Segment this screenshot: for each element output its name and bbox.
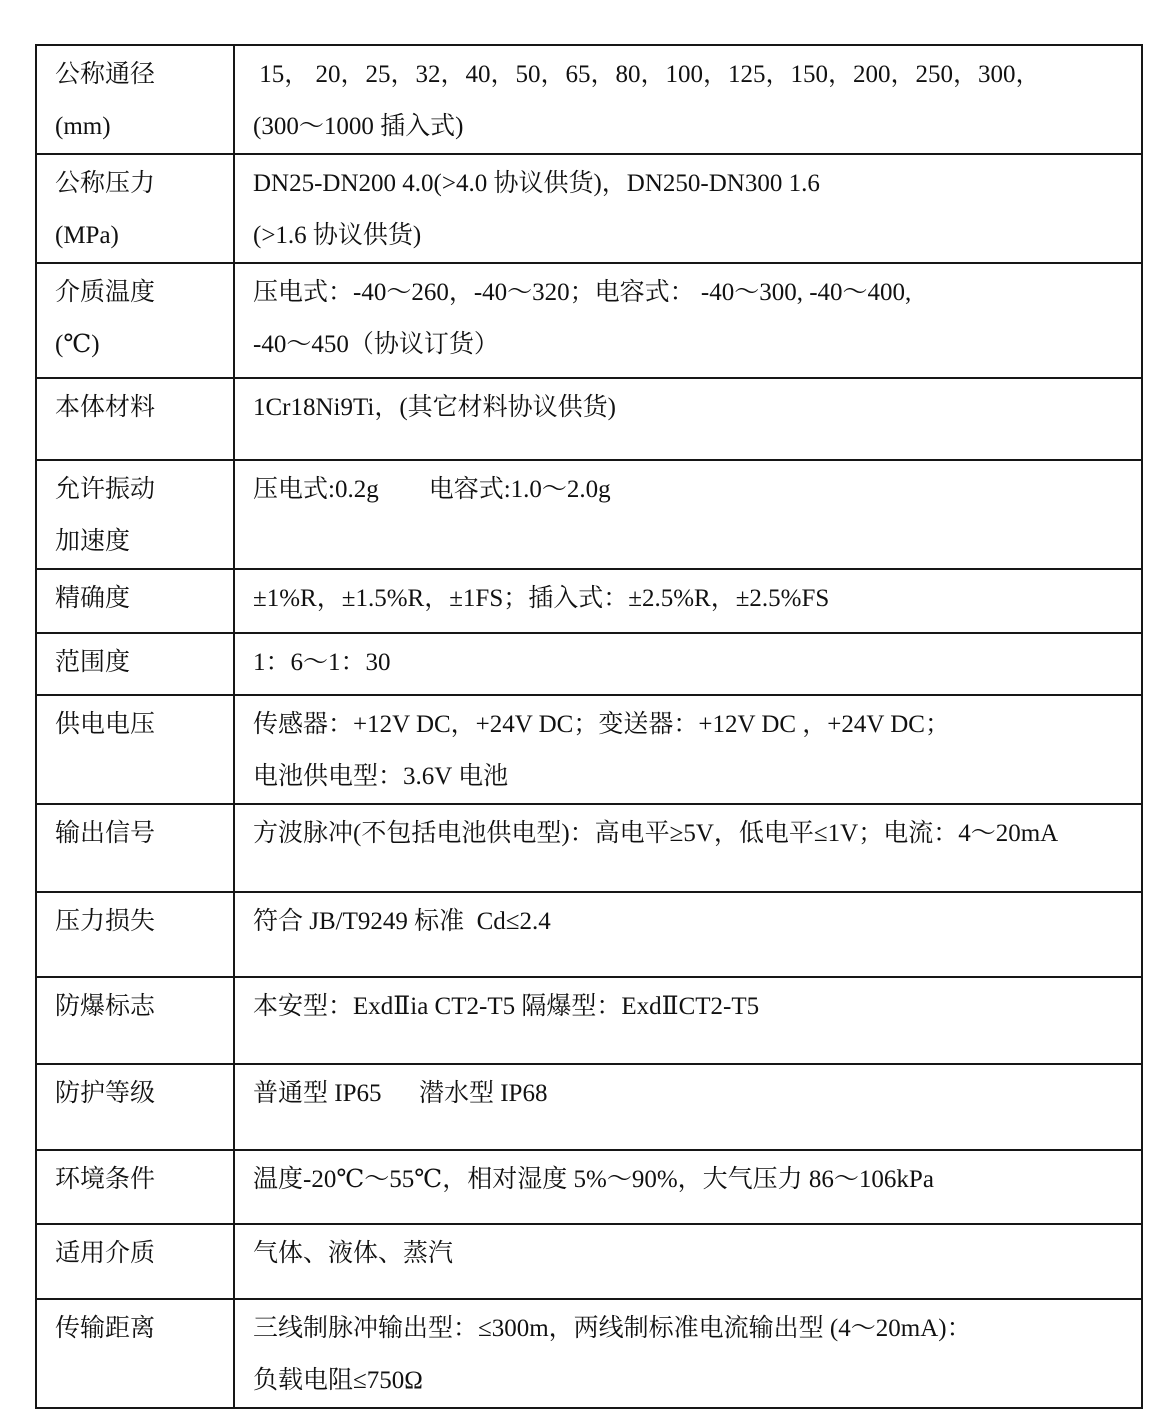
spec-label-line: 压力损失 <box>55 908 156 935</box>
table-row <box>36 45 1142 154</box>
spec-value-line: 1：6～1：30 <box>253 649 391 676</box>
spec-value-cell <box>234 378 1142 460</box>
spec-value-cell <box>234 1299 1142 1408</box>
spec-label-line: 精确度 <box>55 585 131 612</box>
spec-value-line: 符合 JB/T9249 标准 Cd≤2.4 <box>253 908 551 935</box>
spec-label-line: 加速度 <box>55 528 131 555</box>
spec-label-line: 防爆标志 <box>55 993 156 1020</box>
table-row <box>36 1064 1142 1150</box>
spec-label-line: (℃) <box>55 331 100 358</box>
spec-label-line: (MPa) <box>55 222 119 249</box>
spec-label-line: 允许振动 <box>55 476 156 503</box>
table-row <box>36 378 1142 460</box>
spec-value-cell <box>234 633 1142 695</box>
spec-value-line: 本安型：ExdⅡia CT2-T5 隔爆型：ExdⅡCT2-T5 <box>253 993 760 1020</box>
spec-value-line: 15， 20，25，32，40，50，65，80，100，125，150，200，250，300， <box>253 61 1041 88</box>
table-row <box>36 804 1142 892</box>
spec-label-line: 供电电压 <box>55 711 156 738</box>
spec-label-line: 介质温度 <box>55 279 156 306</box>
spec-label-cell <box>36 1224 234 1299</box>
table-row <box>36 1224 1142 1299</box>
spec-label-cell <box>36 1150 234 1224</box>
spec-value-line: 电池供电型：3.6V 电池 <box>253 763 509 790</box>
spec-label-line: 输出信号 <box>55 820 156 847</box>
spec-label-line: 传输距离 <box>55 1315 156 1342</box>
spec-value-line: 负载电阻≤750Ω <box>253 1367 423 1394</box>
spec-value-line: 气体、液体、蒸汽 <box>253 1240 454 1267</box>
table-row <box>36 1299 1142 1408</box>
spec-value-line: ±1%R，±1.5%R，±1FS；插入式：±2.5%R，±2.5%FS <box>253 585 830 612</box>
table-row <box>36 154 1142 263</box>
spec-label-line: 适用介质 <box>55 1240 156 1267</box>
spec-label-cell <box>36 569 234 633</box>
spec-value-cell <box>234 977 1142 1064</box>
spec-value-cell <box>234 1150 1142 1224</box>
spec-label-cell <box>36 804 234 892</box>
spec-label-line: 公称通径 <box>55 61 156 88</box>
spec-value-line: 三线制脉冲输出型：≤300m，两线制标准电流输出型 (4～20mA)： <box>253 1315 972 1342</box>
spec-value-line: (>1.6 协议供货) <box>253 222 422 249</box>
spec-label-cell <box>36 695 234 804</box>
spec-label-cell <box>36 154 234 263</box>
spec-value-cell <box>234 804 1142 892</box>
table-row <box>36 695 1142 804</box>
spec-value-cell <box>234 695 1142 804</box>
spec-value-cell <box>234 45 1142 154</box>
spec-label-line: 公称压力 <box>55 170 156 197</box>
spec-value-cell <box>234 1224 1142 1299</box>
table-row <box>36 263 1142 378</box>
spec-label-cell <box>36 263 234 378</box>
spec-value-line: 压电式：-40～260，-40～320；电容式： -40～300, -40～400, <box>253 279 912 306</box>
spec-label-line: 环境条件 <box>55 1166 156 1193</box>
spec-value-cell <box>234 460 1142 569</box>
spec-label-cell <box>36 460 234 569</box>
spec-value-cell <box>234 569 1142 633</box>
spec-value-line: 1Cr18Ni9Ti，(其它材料协议供货) <box>253 394 616 421</box>
table-row <box>36 977 1142 1064</box>
table-row <box>36 892 1142 977</box>
spec-value-cell <box>234 1064 1142 1150</box>
spec-value-cell <box>234 263 1142 378</box>
spec-label-cell <box>36 892 234 977</box>
table-row <box>36 569 1142 633</box>
spec-value-line: DN25-DN200 4.0(>4.0 协议供货)，DN250-DN300 1.6 <box>253 170 820 197</box>
spec-value-line: 传感器：+12V DC，+24V DC；变送器：+12V DC ，+24V DC； <box>253 711 950 738</box>
spec-label-line: 本体材料 <box>55 394 156 421</box>
spec-label-cell <box>36 977 234 1064</box>
spec-value-line: 压电式:0.2g 电容式:1.0～2.0g <box>253 476 611 503</box>
spec-label-cell <box>36 378 234 460</box>
spec-label-line: 范围度 <box>55 649 131 676</box>
table-row <box>36 1150 1142 1224</box>
spec-label-line: 防护等级 <box>55 1080 156 1107</box>
spec-value-line: 温度-20℃～55℃，相对湿度 5%～90%，大气压力 86～106kPa <box>253 1166 934 1193</box>
spec-label-cell <box>36 1064 234 1150</box>
spec-label-cell <box>36 633 234 695</box>
spec-label-cell <box>36 1299 234 1408</box>
spec-value-line: 方波脉冲(不包括电池供电型)：高电平≥5V，低电平≤1V；电流：4～20mA <box>253 820 1059 847</box>
spec-value-line: (300～1000 插入式) <box>253 113 464 140</box>
spec-value-cell <box>234 892 1142 977</box>
table-row <box>36 633 1142 695</box>
spec-value-line: -40～450（协议订货） <box>253 331 499 358</box>
spec-value-cell <box>234 154 1142 263</box>
table-row <box>36 460 1142 569</box>
spec-label-cell <box>36 45 234 154</box>
spec-table <box>35 44 1143 1409</box>
spec-label-line: (mm) <box>55 113 111 140</box>
spec-value-line: 普通型 IP65 潜水型 IP68 <box>253 1080 548 1107</box>
